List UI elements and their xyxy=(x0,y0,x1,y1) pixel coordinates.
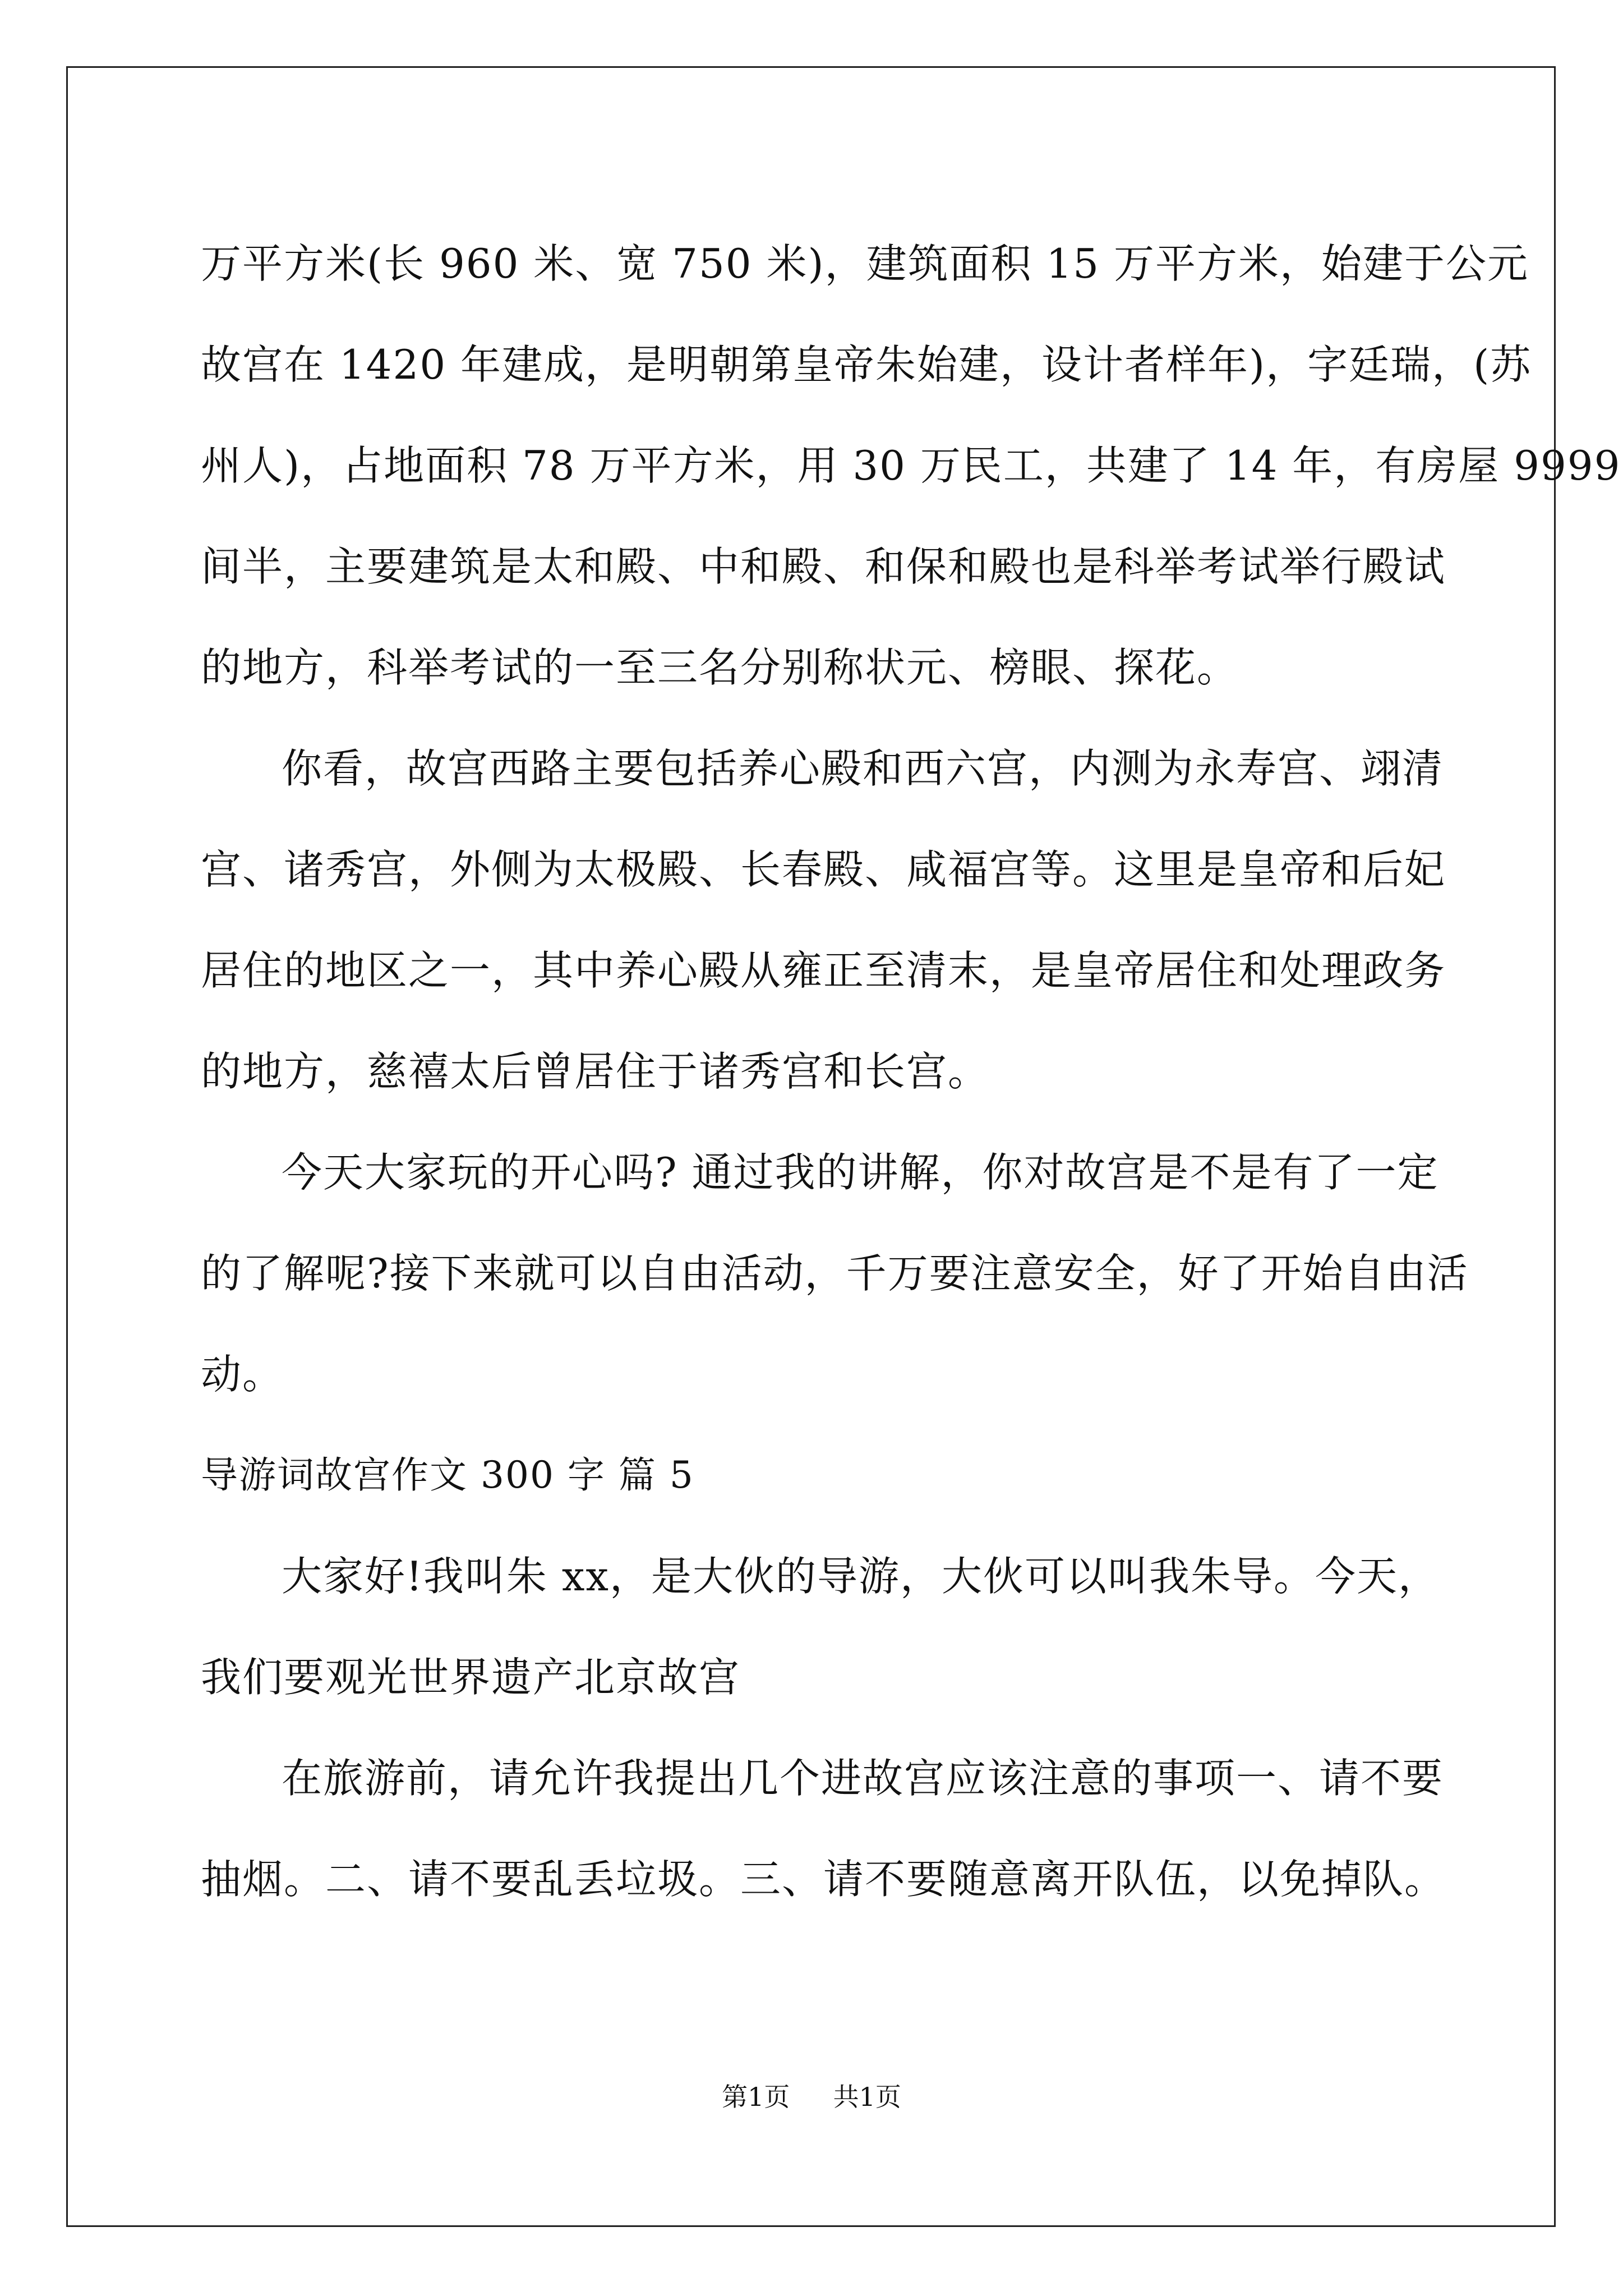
text-line: 间半，主要建筑是太和殿、中和殿、和保和殿也是科举考试举行殿试 xyxy=(201,543,1446,590)
text-line: 万平方米(长 960 米、宽 750 米)，建筑面积 15 万平方米，始建于公元 xyxy=(201,240,1529,287)
paragraph-start-line: 你看，故宫西路主要包括养心殿和西六宫，内测为永寿宫、翊清 xyxy=(282,745,1444,792)
page-number-current: 第1页 xyxy=(722,2082,790,2112)
page-number-total: 共1页 xyxy=(833,2082,901,2112)
paragraph-start-line: 今天大家玩的开心吗? 通过我的讲解，你对故宫是不是有了一定 xyxy=(282,1149,1439,1196)
text-line: 的了解呢?接下来就可以自由活动，千万要注意安全，好了开始自由活 xyxy=(201,1250,1469,1297)
paragraph-start-line: 大家好!我叫朱 xx，是大伙的导游，大伙可以叫我朱导。今天， xyxy=(282,1553,1440,1600)
text-line: 我们要观光世界遗产北京故宫 xyxy=(201,1654,741,1701)
text-line: 抽烟。二、请不要乱丢垃圾。三、请不要随意离开队伍，以免掉队。 xyxy=(201,1856,1446,1903)
text-line: 州人)，占地面积 78 万平方米，用 30 万民工，共建了 14 年，有房屋 9999 xyxy=(201,442,1621,489)
text-line: 居住的地区之一，其中养心殿从雍正至清末，是皇帝居住和处理政务 xyxy=(201,947,1446,994)
page-footer xyxy=(0,2080,1623,2114)
text-line: 宫、诸秀宫，外侧为太极殿、长春殿、咸福宫等。这里是皇帝和后妃 xyxy=(201,846,1446,893)
text-line: 的地方，慈禧太后曾居住于诸秀宫和长宫。 xyxy=(201,1048,990,1095)
text-line: 的地方，科举考试的一至三名分别称状元、榜眼、探花。 xyxy=(201,644,1239,691)
text-line: 故宫在 1420 年建成，是明朝第皇帝朱始建，设计者样年)，字廷瑞，(苏 xyxy=(201,341,1532,388)
section-heading: 导游词故宫作文 300 字 篇 5 xyxy=(201,1453,694,1497)
document-body xyxy=(201,213,1621,1930)
text-line: 动。 xyxy=(201,1351,284,1398)
paragraph-start-line: 在旅游前，请允许我提出几个进故宫应该注意的事项一、请不要 xyxy=(282,1755,1444,1802)
